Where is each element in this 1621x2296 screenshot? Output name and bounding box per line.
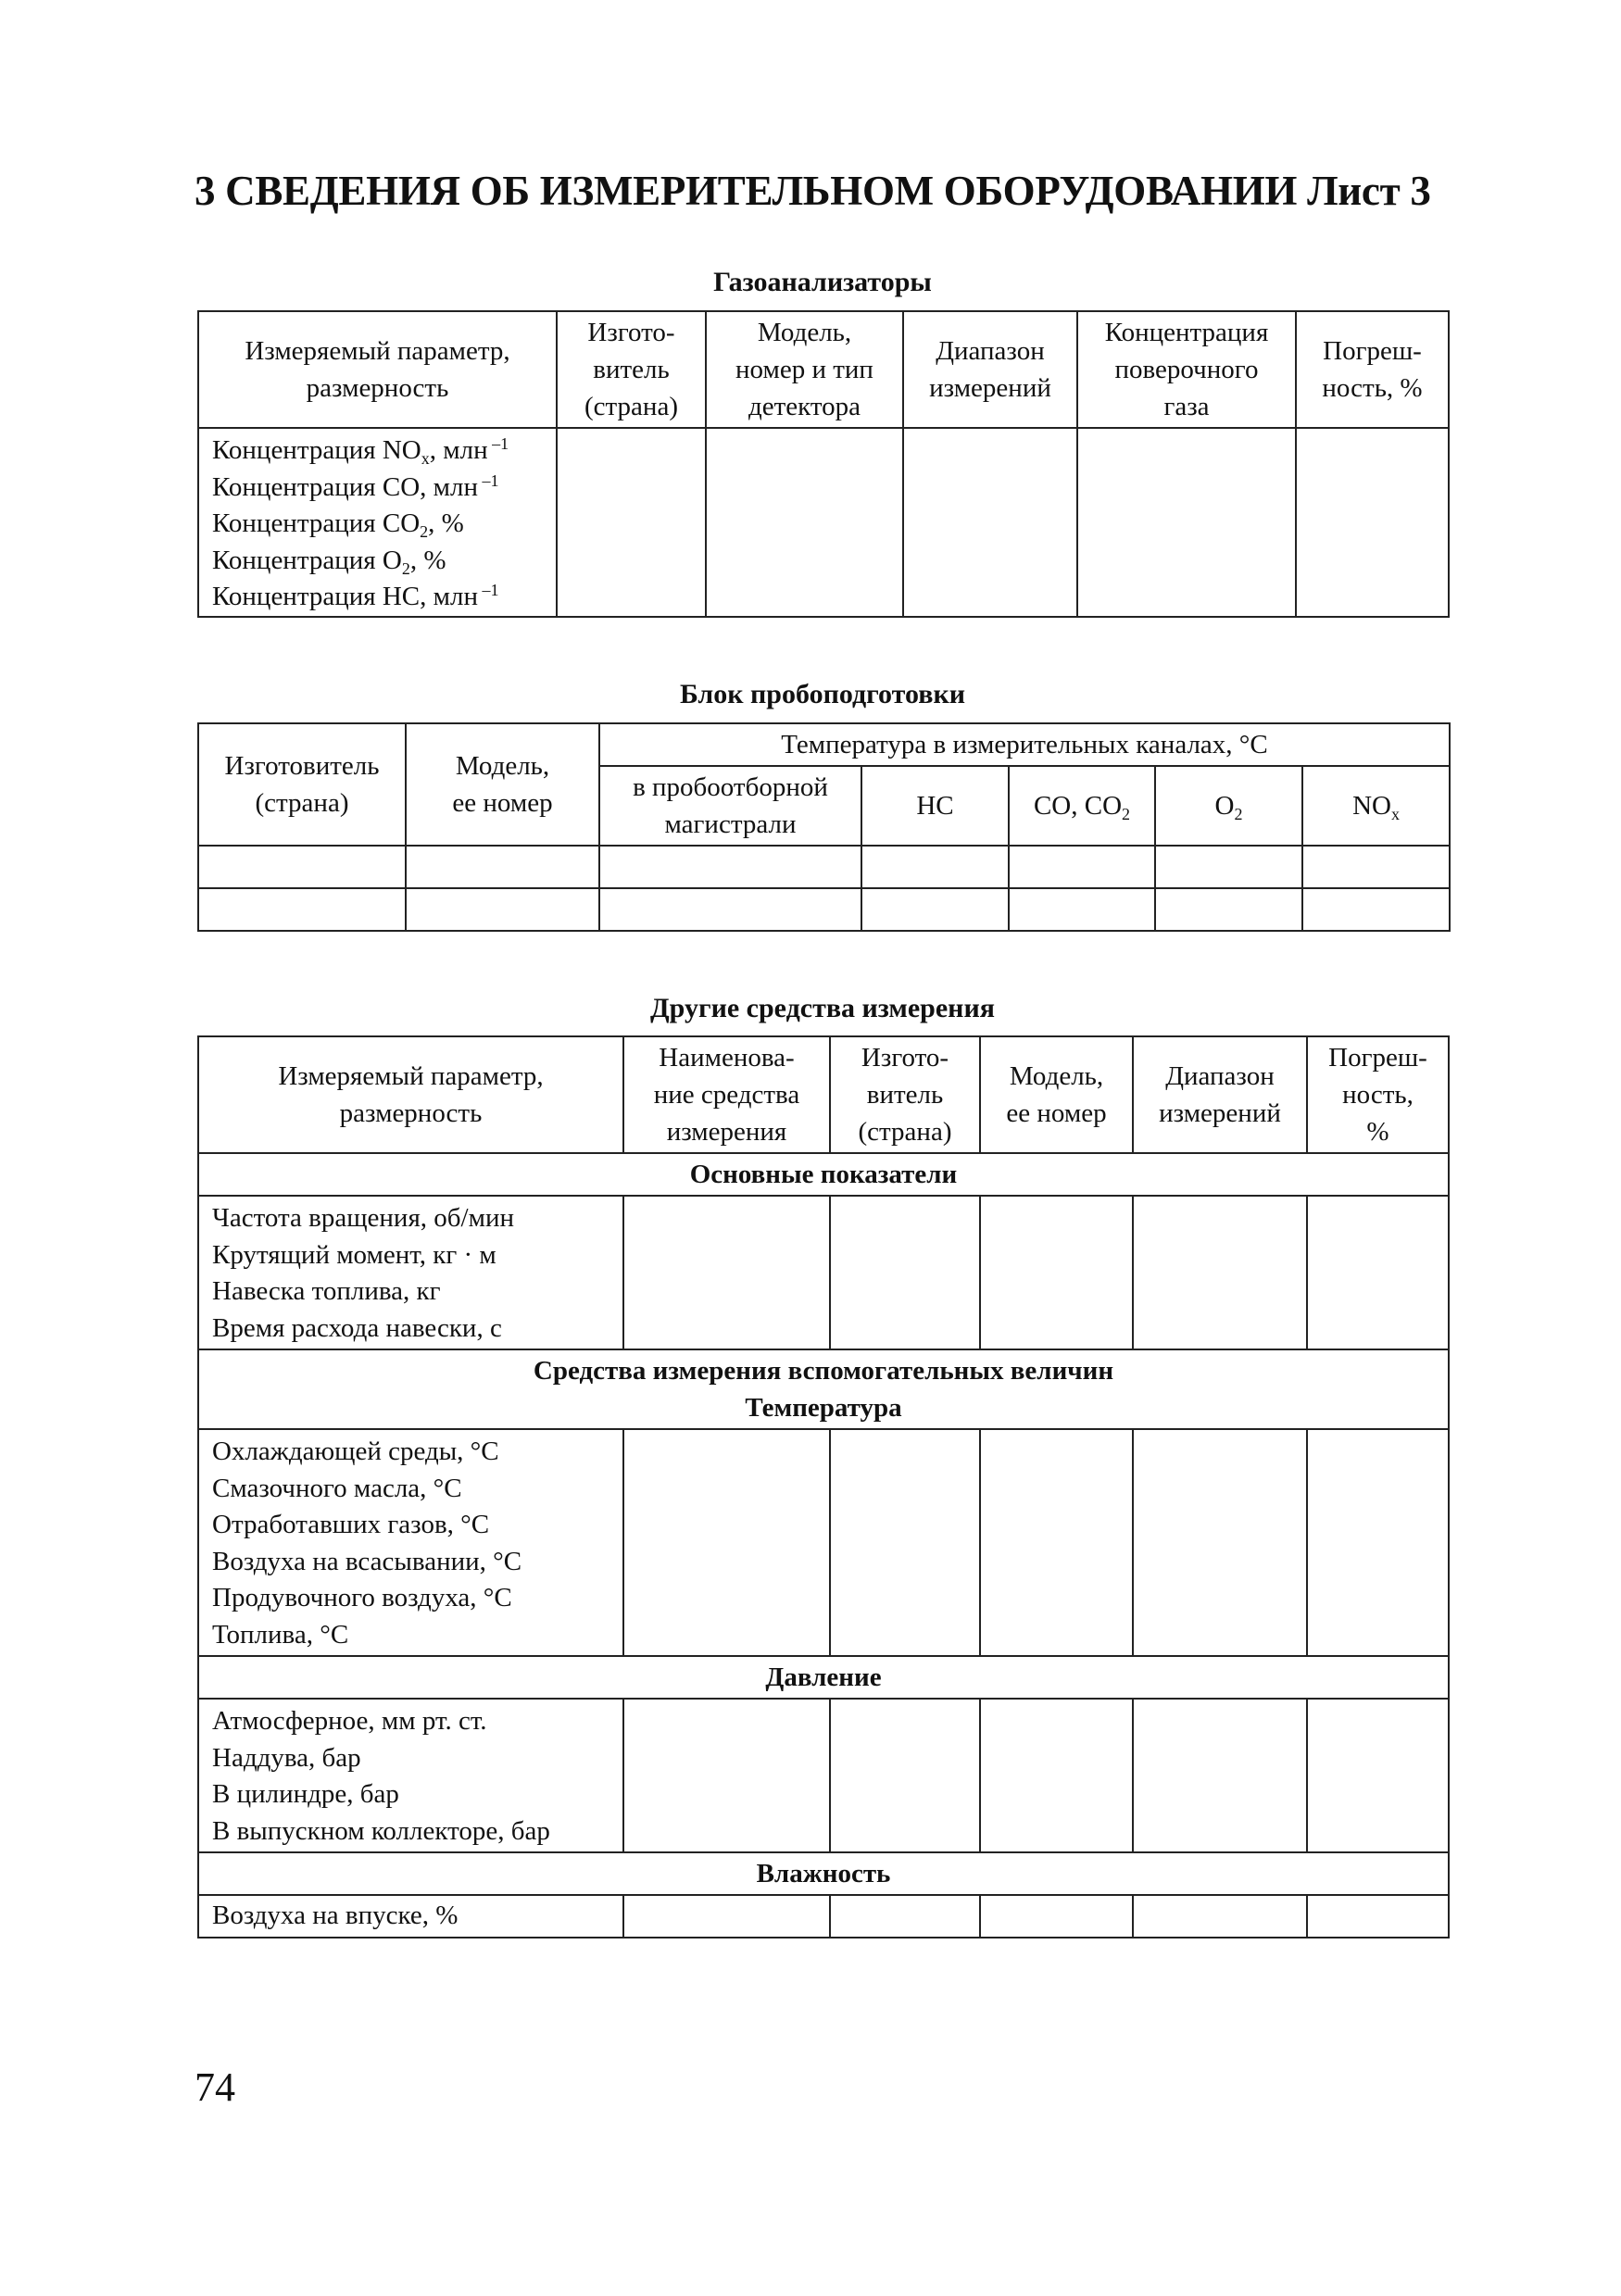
- main-parameter-item: Частота вращения, об/мин: [212, 1203, 514, 1233]
- gas-parameter-item: Концентрация HC, млн $^{-1}$: [212, 581, 499, 611]
- section-pressure: Давление: [198, 1656, 1449, 1699]
- gas-parameter-list: [198, 428, 557, 617]
- prep-cell[interactable]: [1009, 888, 1155, 931]
- gas-cell-model[interactable]: [706, 428, 903, 617]
- gas-analyzers-caption: Газоанализаторы: [713, 267, 932, 297]
- gas-analyzers-table: [197, 310, 1450, 618]
- prep-cell[interactable]: [1302, 888, 1450, 931]
- section-humidity: Влажность: [198, 1852, 1449, 1895]
- gas-parameter-item: Концентрация $O_2$, %: [212, 545, 446, 578]
- prep-cell[interactable]: [1155, 888, 1302, 931]
- temp-cell[interactable]: [1307, 1429, 1449, 1656]
- other-header-manufacturer: Изгото- витель (страна): [830, 1036, 980, 1153]
- prep-header-manufacturer: Изготовитель (страна): [198, 723, 406, 846]
- prep-cell[interactable]: [861, 846, 1009, 888]
- other-header-range: Диапазон измерений: [1133, 1036, 1307, 1153]
- gas-header-manufacturer: Изгото- витель (страна): [557, 311, 706, 428]
- gas-header-calibration: Концентрация поверочного газа: [1077, 311, 1296, 428]
- prep-header-nox: $NO_x$: [1302, 766, 1450, 846]
- prep-header-model: Модель, ее номер: [406, 723, 599, 846]
- temp-cell[interactable]: [980, 1429, 1133, 1656]
- gas-cell-calibration[interactable]: [1077, 428, 1296, 617]
- temperature-parameter-item: Смазочного масла, °C: [212, 1473, 462, 1503]
- temperature-parameter-item: Отработавших газов, °C: [212, 1510, 490, 1539]
- other-header-model: Модель, ее номер: [980, 1036, 1133, 1153]
- other-header-instrument-name: Наименова- ние средства измерения: [623, 1036, 830, 1153]
- prep-cell[interactable]: [406, 888, 599, 931]
- main-cell[interactable]: [980, 1196, 1133, 1349]
- prep-cell[interactable]: [861, 888, 1009, 931]
- pressure-cell[interactable]: [1133, 1699, 1307, 1852]
- sample-prep-caption: Блок пробоподготовки: [679, 679, 966, 709]
- prep-empty-row: [198, 888, 1450, 931]
- other-instruments-table: [197, 1035, 1450, 1938]
- humidity-cell[interactable]: [623, 1895, 830, 1938]
- main-cell[interactable]: [623, 1196, 830, 1349]
- other-instruments-caption: Другие средства измерения: [650, 993, 995, 1023]
- pressure-cell[interactable]: [830, 1699, 980, 1852]
- main-parameter-item: Время расхода навески, с: [212, 1312, 502, 1343]
- prep-header-hc: HC: [861, 766, 1009, 846]
- section-auxiliary-temperature: Средства измерения вспомогательных величин Температура: [198, 1349, 1449, 1429]
- prep-cell[interactable]: [599, 888, 861, 931]
- prep-cell[interactable]: [198, 888, 406, 931]
- humidity-cell[interactable]: [1133, 1895, 1307, 1938]
- prep-empty-row: [198, 846, 1450, 888]
- temp-cell[interactable]: [830, 1429, 980, 1656]
- gas-parameter-item: Концентрация $NO_x$, млн $^{-1}$: [212, 434, 509, 468]
- prep-cell[interactable]: [599, 846, 861, 888]
- gas-header-error: Погреш- ность, %: [1296, 311, 1449, 428]
- main-parameter-item: Навеска топлива, кг: [212, 1276, 441, 1306]
- main-cell[interactable]: [830, 1196, 980, 1349]
- prep-cell[interactable]: [198, 846, 406, 888]
- gas-parameter-item: Концентрация CO, млн $^{-1}$: [212, 470, 499, 502]
- pressure-parameter-list: [198, 1699, 623, 1852]
- temp-cell[interactable]: [623, 1429, 830, 1656]
- pressure-parameter-item: В цилиндре, бар: [212, 1779, 399, 1809]
- prep-cell[interactable]: [1302, 846, 1450, 888]
- main-cell[interactable]: [1307, 1196, 1449, 1349]
- temperature-parameter-item: Охлаждающей среды, °C: [212, 1437, 499, 1466]
- humidity-parameter-item: Воздуха на впуске, %: [212, 1901, 459, 1931]
- gas-cell-manufacturer[interactable]: [557, 428, 706, 617]
- temperature-parameter-item: Продувочного воздуха, °C: [212, 1583, 512, 1612]
- gas-parameter-item: Концентрация $CO_2$, %: [212, 508, 464, 541]
- main-parameter-item: Крутящий момент, кг · м: [212, 1239, 496, 1270]
- section-main-indicators: Основные показатели: [198, 1153, 1449, 1196]
- temperature-parameter-item: Воздуха на всасывании, °C: [212, 1546, 522, 1576]
- temp-cell[interactable]: [1133, 1429, 1307, 1656]
- pressure-parameter-item: В выпускном коллекторе, бар: [212, 1815, 550, 1846]
- gas-cell-range[interactable]: [903, 428, 1077, 617]
- prep-cell[interactable]: [1155, 846, 1302, 888]
- pressure-cell[interactable]: [980, 1699, 1133, 1852]
- prep-cell[interactable]: [406, 846, 599, 888]
- gas-header-model: Модель, номер и тип детектора: [706, 311, 903, 428]
- prep-header-o2: $O_2$: [1155, 766, 1302, 846]
- prep-header-temperature: Температура в измерительных каналах, °C: [599, 723, 1450, 766]
- gas-header-parameter: Измеряемый параметр, размерность: [198, 311, 557, 428]
- humidity-parameter-list: [198, 1895, 623, 1938]
- humidity-cell[interactable]: [980, 1895, 1133, 1938]
- prep-cell[interactable]: [1009, 846, 1155, 888]
- temperature-parameter-list: [198, 1429, 623, 1656]
- other-header-parameter: Измеряемый параметр, размерность: [198, 1036, 623, 1153]
- main-parameter-list: [198, 1196, 623, 1349]
- humidity-cell[interactable]: [1307, 1895, 1449, 1938]
- other-header-error: Погреш- ность, %: [1307, 1036, 1449, 1153]
- gas-cell-error[interactable]: [1296, 428, 1449, 617]
- pressure-cell[interactable]: [623, 1699, 830, 1852]
- pressure-cell[interactable]: [1307, 1699, 1449, 1852]
- prep-header-sampling-line: в пробоотборной магистрали: [599, 766, 861, 846]
- prep-header-co: CO, $CO_2$: [1009, 766, 1155, 846]
- pressure-parameter-item: Атмосферное, мм рт. ст.: [212, 1706, 487, 1736]
- page-number: 74: [195, 2064, 235, 2110]
- sample-prep-table: [197, 722, 1451, 932]
- gas-header-range: Диапазон измерений: [903, 311, 1077, 428]
- pressure-parameter-item: Наддува, бар: [212, 1742, 361, 1773]
- main-cell[interactable]: [1133, 1196, 1307, 1349]
- humidity-cell[interactable]: [830, 1895, 980, 1938]
- page-title: 3 СВЕДЕНИЯ ОБ ИЗМЕРИТЕЛЬНОМ ОБОРУДОВАНИИ Лист 3: [195, 168, 1431, 214]
- temperature-parameter-item: Топлива, °C: [212, 1619, 349, 1650]
